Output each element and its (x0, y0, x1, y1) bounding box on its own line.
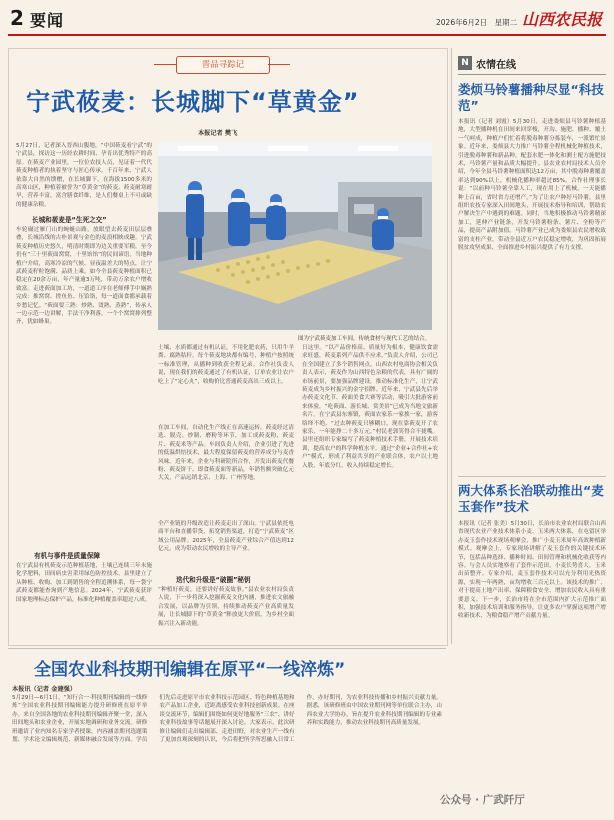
story2-headline: 两大体系长治联动推出“麦玉套作”技术 (458, 483, 604, 514)
wechat-watermark: 公众号 · 广武阡厅 (440, 794, 525, 806)
bottom-byline: 本报讯（记者 金建强） (12, 686, 77, 693)
kicker-line-left (154, 64, 176, 65)
story1-body: 本报讯（记者 刘霞）5月30日，走进娄烦县马铃薯种植基地，大型播种机在田间来回穿梭，开沟、施肥、播种、覆土一气呵成，种植户们忙着将脱毒种薯分拣装车，一派繁忙景象。近年来，娄烦县大力推广马铃薯全程机械化种植技术，引进脱毒种薯和新品种，配套水肥一体化和测土配方施肥技术，马铃薯产量和品质大幅提升。县农业农村局技术人员介绍，今年全县马铃薯种植面积达12万亩，其中脱毒种薯覆盖率达到90%以上，机械化播种率超过85%。合作社理事长说：“以前种马铃薯全靠人工，现在用上了机械，一天能播种上百亩，省时省力还增产。”为了让农户种好马铃薯，县里组织农技专家深入田间地头，开展技术指导和培训，帮助农户解决生产中遇到的难题。同时，当地积极推动马铃薯精深加工，延伸产业链条，开发马铃薯粉条、薯片、全粉等产品，提高产品附加值。马铃薯产业已成为娄烦县农民增收致富的支柱产业，带动全县近万户农民稳定增收，为巩固拓展脱贫攻坚成果、全面推进乡村振兴提供了有力支撑。 (458, 119, 606, 252)
lead-col2-para1: 土壤、水质都通过有机认证，不用化肥农药，只用牛羊粪、腐熟秸秆。每个莜麦地块都有编号，种植户按照统一标准管理，从播种到收获全程记录。合作社负责人说，现在我们的莜麦通过了有机认证，订单农业让农户吃上了“定心丸”，收购价比普通莜麦高出三成以上。 (158, 345, 294, 385)
lead-headline: 宁武莜麦：长城脚下“草黄金” (26, 88, 360, 116)
lead-subhead-2: 有机与事件是质量保障 (34, 552, 100, 560)
lead-col1-para2: 车轮碾过雁门山的蜿蜒山路，放眼望去莜麦田层层叠叠，长城沿线的古朴景观与金色的麦浪相映成趣。宁武莜麦种植历史悠久，明清时期即为边关重要军粮，至今仍有“三十里莜面窝窝，十里饴饴”的民间谚语。当地种植户介绍，高寒冷凉的气候、昼夜温差大的特点，让宁武莜麦籽粒饱满、品质上乘。如今全县莜麦种植面积已稳定在20余万亩，年产量逾3万吨，带动万余农户增收致富。走进莜面加工坊，一道道工序在老师傅手中娴熟完成：推窝窝、搓鱼鱼、压饸饹，每一道面食都承载着乡愁记忆。“莜面要三熟：炒熟、烫熟、蒸熟”，传承人一边示范一边讲解，手法干净利落，一个个窝窝排列整齐，犹如蜂巢。 (16, 227, 152, 326)
lead-col3-text: 日这里。“以产品价格高、质量好为根本，健康饮食需求旺盛，莜麦系列产品供不应求。”负责人介绍，公司已在全国建立了多个销售网点。山西农村电商协会相关负责人表示，莜麦作为山西特色杂粮的代表，具有广阔的市场前景，要加强品牌建设，推动标准化生产，让宁武莜麦成为乡村振兴的金字招牌。近年来，宁武县先后举办莜麦文化节、莜面美食大赛等活动，吸引大批游客前来体验，“吃莜面、游长城、赏美景”已成为当地文旅新名片。在宁武县东寨镇，莜面农家乐一家挨一家，游客络绎不绝。“过去种莜麦只够糊口，现在靠莜麦开了农家乐，一年能挣二十多万元。”村民老郭笑得合不拢嘴。县里还组织专家编写了莜麦种植技术手册，开展技术培训，提高农户的科学种植水平。通过“企业+合作社+农户”模式，形成了利益共享的产业联合体，农户以土地入股，年底分红，收入持续稳定增长。 (302, 345, 438, 469)
lead-col1-para1: 5月27日，记者深入晋西山腹地，“中国莜麦看宁武”的宁武县，探访这一历经农耕时间、孕育出优秀特产的高原。在莜麦产业园里，一位位农技人员，见证着一代代莜麦种植者的执着坚守与匠心传承。千百年来，宁武人依靠大自然的馈赠，在长城脚下，在海拔1500多米的高寒山区，种植着被誉为“草黄金”的莜麦。莜麦耐寒耐旱，营养丰富，富含膳食纤维，是人们餐桌上不可或缺的健康杂粮。 (16, 143, 152, 208)
lead-col2-para3: 全产业链的升级改造让莜麦走出了深山。宁武县依托电商平台和直播带货，拓宽销售渠道，打造“宁武莜麦”区域公用品牌。2025年，全县莜麦产业综合产值达到12亿元，成为带动农民增收的主导产业。 (158, 521, 294, 553)
story1-headline: 娄烦马铃薯播种尽显“科技范” (458, 82, 604, 113)
right-story-divider (458, 476, 606, 477)
lead-subhead-3: 迭代和升级是“破圈”秘钥 (176, 576, 251, 584)
kicker-group (154, 56, 289, 74)
right-section-title: 农情在线 (476, 60, 516, 71)
bottom-headline: 全国农业科技期刊编辑在原平“一线淬炼” (34, 660, 346, 680)
bottom-story-rule (8, 648, 446, 649)
lead-subhead-1: 长城和莜麦是“生死之交” (32, 216, 107, 224)
lead-col2-para2: 在加工车间，自动化生产线正在高速运转，莜麦经过清选、脱壳、炒制、磨粉等环节，加工成莜麦粉、莜麦片、莜麦米等产品。车间负责人介绍，企业引进了先进的低温烘焙技术，最大程度保留莜麦的营养成分与麦香风味。近年来，企业与科研院所合作，开发出莜麦代餐粉、莜麦饼干、即食莜麦面等新品，年销售额突破亿元大关，产品远销北京、上海、广州等地。 (158, 425, 294, 482)
bottom-body: 5月29日—6月1日，“知行合一·科技期刊编辑的一线修炼”全国农业科技期刊编辑能力提升研修班在原平举办。来自全国各地的农业科技期刊编辑齐聚一堂，深入田间地头和农业企业，开展实地调研和业务交流。研修班邀请了业内知名专家学者授课，内容涵盖期刊选题策划、学术论文编辑规范、新媒体融合发展等方面。学员们先后走进原平市农业科技示范园区、特色种植基地和农产品加工企业，近距离感受农业科技创新成果。在座谈交流环节，编辑们围绕如何更好地服务“三农”、讲好农业科技故事等话题展开深入讨论。大家表示，此次研修让编辑们走出编辑部、走进田野，对农业生产一线有了更加直观深刻的认识，今后将把所学所思融入日常工作，办好期刊，为农业科技传播和乡村振兴贡献力量。据悉，该研修班由中国农业期刊网等单位联合主办，山西农业大学协办，旨在提升农业科技期刊编辑的专业素养和实践能力，推动农业科技期刊高质量发展。 (12, 695, 442, 744)
right-section-rule (458, 74, 606, 75)
kicker-label: 晋品寻踪记 (176, 56, 270, 74)
header-rule (8, 34, 606, 36)
section-title: 要闻 (30, 11, 65, 30)
lead-byline: 本报记者 樊飞 (198, 130, 238, 137)
masthead-logo: 山西农民报 (522, 10, 603, 29)
kicker-line-right (268, 64, 290, 65)
photo-caption: 图为宁武莜麦加工车间，传统食材与现代工艺的结合。 (297, 336, 430, 342)
lead-photo (158, 142, 432, 330)
right-column-divider (451, 48, 452, 644)
section-tag-badge: N (458, 56, 472, 70)
page-number: 2 (10, 6, 24, 30)
lead-col2-para4: “种植好莜麦，还要讲好莜麦故事。”县农业农村局负责人说，下一步将深入挖掘莜麦文化内涵，推进农文旅融合发展，以品牌为引领，持续推动莜麦产业高质量发展，让长城脚下的“草黄金”释放更大价值，为乡村全面振兴注入新动能。 (158, 587, 294, 627)
story2-body: 本报讯（记者 张美）5月30日，长治市农业农村局联合山西省现代农业产业技术体系小麦、玉米两大体系，在屯留区举办麦玉套作技术现场观摩会，推广小麦玉米周年高效种植新模式。观摩会上，专家现场讲解了麦玉套作的关键技术环节，包括品种选择、播种时间、田间管理和机械化收获等内容。与会人员实地察看了套作示范田，小麦长势喜人，玉米出苗整齐。专家介绍，麦玉套作技术可以充分利用光热资源，实现一年两熟，亩均增收三百元以上。该技术的推广，对于提高土地产出率、保障粮食安全、增加农民收入具有重要意义。下一步，长治市将在全市范围内扩大示范推广面积，加强技术培训和服务指导，让更多农户掌握这项增产增收新技术，为粮食稳产增产贡献力量。 (458, 521, 606, 620)
lead-col1-para3: 在宁武县有机莜麦示范种植基地，土壤已连续三年未施化学肥料，田间病虫害采用绿色防控技术。县里建立了从种植、收购、加工到销售的全程追溯体系，每一袋宁武莜麦都能查询到产地信息。2024年，宁武莜麦获评国家地理标志保护产品，标准化种植覆盖率超过八成。 (16, 563, 152, 603)
issue-date: 2026年6月2日 星期二 (436, 18, 518, 27)
factory-scene-illustration (158, 142, 432, 330)
